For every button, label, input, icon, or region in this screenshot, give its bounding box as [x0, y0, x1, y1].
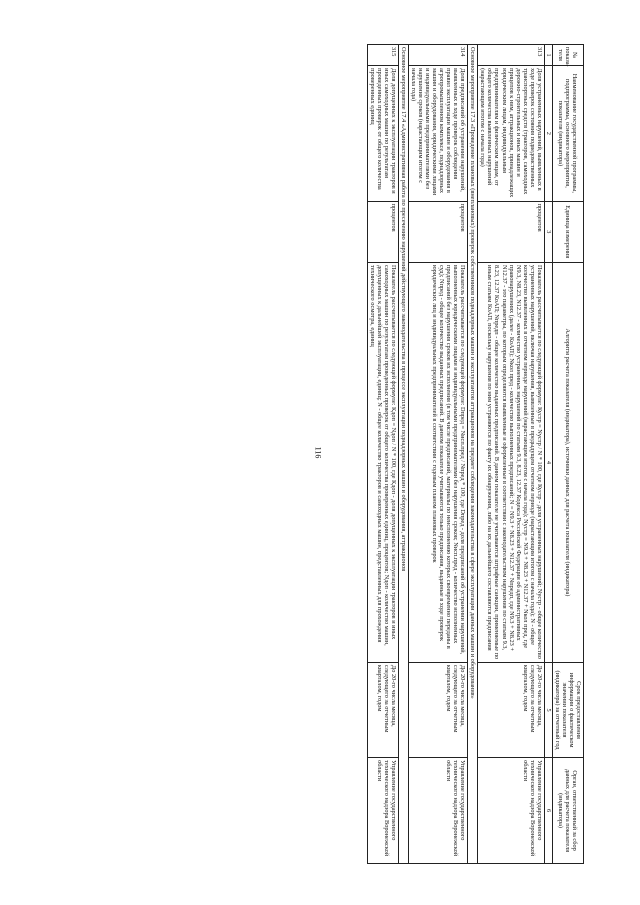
column-number-row — [544, 45, 552, 864]
indicator-table — [367, 44, 584, 864]
row-unit: процентов — [478, 201, 544, 262]
row-number: 315 — [367, 45, 398, 66]
row-responsible-org: Управление государственного технического надзора Воронежской области — [478, 758, 544, 864]
col-number: 6 — [544, 758, 552, 864]
row-number: 314 — [408, 45, 467, 66]
row-indicator-name: Доля допущенных к эксплуатации тракторов и иных самоходных машин по результатам проведенных проверок от общего количества проверенных единиц — [367, 66, 398, 201]
row-term: До 20-го числа месяца, следующего за отчетным кварталом, годом — [367, 662, 398, 757]
row-unit: процентов — [367, 201, 398, 262]
row-algorithm: Показатель рассчитывается по следующей формуле: Кдоп = Nдоп / N * 100, где Кдоп - доля допущенных к эксплуатации тракторов и иных самоходных машин по результатам проведенных проверок от общего количества проверенных единиц, процентов; Nдоп - количество машин, допущенных к дальнейшей эксплуатации, единиц; N - общее количество тракторов и самоходных машин, представленных для прохождения технического осмотра, единиц — [367, 262, 398, 662]
row-unit: процентов — [408, 201, 467, 262]
table-row-313 — [478, 45, 544, 864]
table-row-314 — [408, 45, 467, 864]
header-cell-org: Орган, ответственный за сбор данных для расчета показателя (индикатора) — [552, 758, 583, 864]
row-responsible-org: Управление государственного технического надзора Воронежской области — [367, 758, 398, 864]
section-title: Основное мероприятие 17.4 «Административная работа по пресечению нарушений действующего законодательства в процессе эксплуатации поднадзорных машин и оборудования, аттракционов — [398, 45, 408, 864]
row-indicator-name: Доля предписаний об устранении нарушений, выявленных в ходе проверок соблюдения правил эксплуатации машин и оборудования в агропромышленном комплексе, поднадзорных машин и оборудования, юридическими лицами и индивидуальными предпринимателями без нарушения сроков (нарастающим итогом с начала года) — [408, 66, 467, 201]
header-cell-num: № показа-теля — [552, 45, 583, 66]
row-indicator-name: Доля устраненных нарушений, выявленных в ходе проверок состояния подведомственных транспортных средств (тракторов, самоходных дорожно-строительных и иных машин и прицепов к ним, аттракционов, принадлежащих юридическим лицам, индивидуальным предпринимателям и физическим лицам, от общего количества выявленных нарушений (нарастающим итогом с начала года) — [478, 66, 544, 201]
header-cell-algorithm: Алгоритм расчета показателя (индикатора), источники данных для расчета показателя (индикатора) — [552, 262, 583, 662]
row-number: 313 — [478, 45, 544, 66]
page-number: 116 — [313, 446, 323, 459]
col-number: 5 — [544, 662, 552, 757]
header-cell-name: Наименование государственной программы, подпрограммы, основного мероприятия, показателя (индикатора) — [552, 66, 583, 201]
col-number: 1 — [544, 45, 552, 66]
row-algorithm: Показатель рассчитывается по следующей формуле: Dпред = Nисп.пред / Nпред * 100, где Dпред - доля предписаний об устранении нарушений, выполненных юридическими лицами и индивидуальными предпринимателями без нарушения сроков; Nисп.пред - количество исполненных предписаний без нарушения сроков их исполнения (в том числе предписаний, материалы по неисполнению которых своевременно переданы в суд); Nпред - общее количество выданных предписаний. В данном показателе учитываются только предписания, выданные в ходе проверок юридических лиц и индивидуальных предпринимателей в соответствии с годовым планом плановых проверок — [408, 262, 467, 662]
row-term: До 20-го числа месяца, следующего за отчетным кварталом, годом — [408, 662, 467, 757]
header-cell-term: Срок предоставления информации о фактическом значении показателя (индикатора) за отчетный год — [552, 662, 583, 757]
col-number: 2 — [544, 66, 552, 201]
table-row-315 — [367, 45, 398, 864]
col-number: 4 — [544, 262, 552, 662]
col-number: 3 — [544, 201, 552, 262]
header-row — [552, 45, 583, 864]
section-row-17-3 — [468, 45, 478, 864]
rotated-table-page — [56, 44, 584, 864]
row-term: До 20-го числа месяца, следующего за отчетным кварталом, годом — [478, 662, 544, 757]
row-algorithm: Показатель рассчитывается по следующей формуле: Кустр = Nустр / N * 100, где Кустр - доля устраненных нарушений; Nустр - общее количество устраненных нарушений, включая нарушения, выявленные в предыдущем отчетном периоде (нарастающим итогом с начала года); N - общее количество выявленных в отчетном периоде нарушений (нарастающим итогом с начала года); Nустр = N9.3 + N8.23 + N12.37 + Nкол пред, где N9.3, N8.23, N12.37 - количество устраненных нарушений по статьям 9.3, 8.23, 12.37 Кодекса Российской Федерации об административных правонарушениях (далее - КоАП); Nкол пред - количество выполненных предписаний; N = N9.3 + N8.23 + N12.37 + Nпредп, где N9.3 + N8.23 + N12.37 - это параметры, по которым определяются выявленные и оформленные в соответствии с законодательством нарушения по статьям 9.3, 8.23, 12.37 КоАП; Nпредп - общее количество выданных предписаний. В данном показателе не учитываются штрафные санкции, применяемые по иным статьям КоАП, поскольку нарушения по ним устраняются по факту их обнаружения, либо на их дальнейшего составляются предписания — [478, 262, 544, 662]
section-title: Основное мероприятие 17.3 «Проведение плановых (внеплановых) проверок собственников поднадзорных машин и эксплуатантов аттракционов на предмет соблюдения законодательства в сфере эксплуатации данных машин и оборудования» — [468, 45, 478, 864]
header-cell-unit: Единица измерения — [552, 201, 583, 262]
section-row-17-4 — [398, 45, 408, 864]
row-responsible-org: Управление государственного технического надзора Воронежской области — [408, 758, 467, 864]
